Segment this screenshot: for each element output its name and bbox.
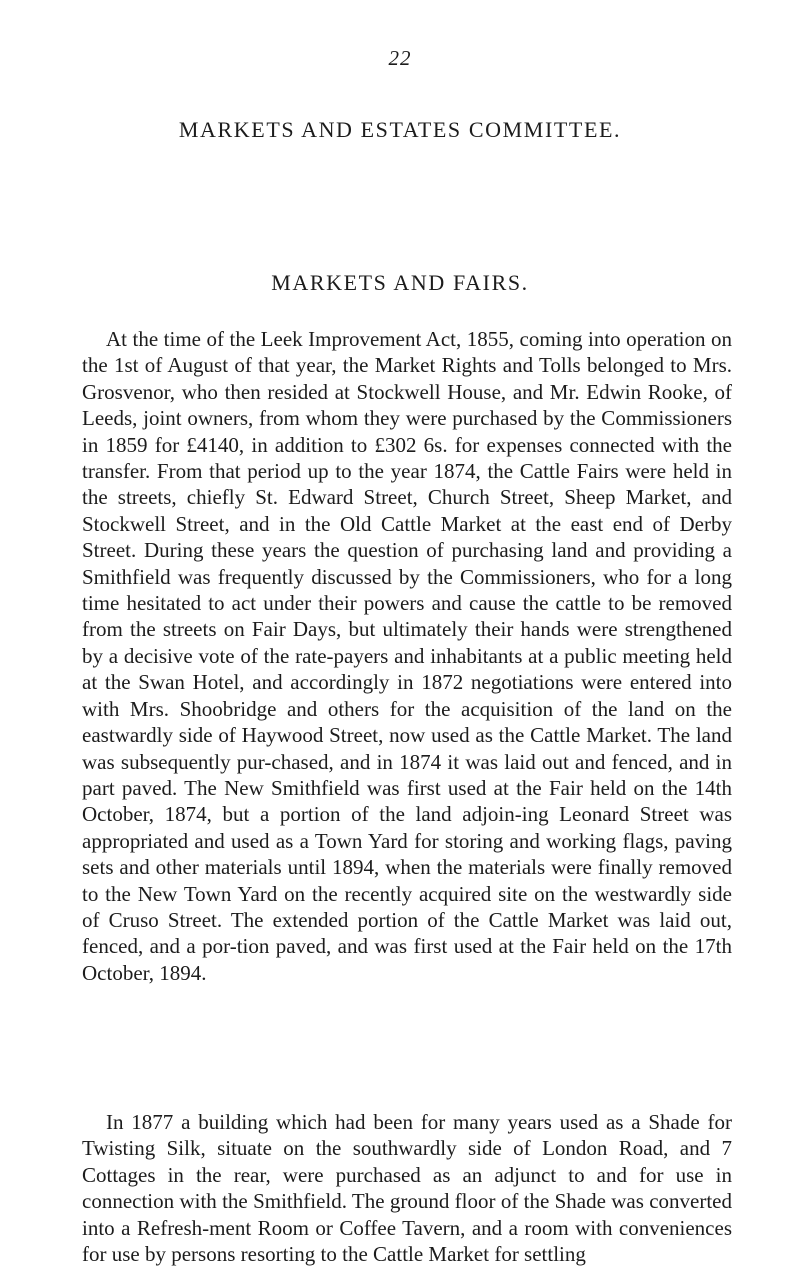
page-number: 22 (388, 46, 412, 70)
body-paragraph: At the time of the Leek Improvement Act, 1855, coming into operation on the 1st of August of that year, the Market Rights and Tolls belonged to Mrs. Grosvenor, who then resided at Stockwell House, and Mr. Edwin Rooke, of Leeds, joint owners, from whom they were purchased by the Commissioners in 1859 for £4140, in addition to £302 6s. for expenses connected with the transfer. From that period up to the year 1874, the Cattle Fairs were held in the streets, chiefly St. Edward Street, Church Street, Sheep Market, and Stockwell Street, and in the Old Cattle Market at the east end of Derby Street. During these years the question of purchasing land and providing a Smithfield was frequently discussed by the Commissioners, who for a long time hesitated to act under their powers and cause the cattle to be removed from the streets on Fair Days, but ultimately their hands were strengthened by a decisive vote of the rate-payers and inhabitants at a public meeting held at the Swan Hotel, and accordingly in 1872 negotiations were entered into with Mrs. Shoobridge and others for the acquisition of the land on the eastwardly side of Haywood Street, now used as the Cattle Market. The land was subsequently pur-chased, and in 1874 it was laid out and fenced, and in part paved. The New Smithfield was first used at the Fair held on the 14th October, 1874, but a portion of the land adjoin-ing Leonard Street was appropriated and used as a Town Yard for storing and working flags, paving sets and other materials until 1894, when the materials were finally removed to the New Town Yard on the recently acquired site on the westwardly side of Cruso Street. The extended portion of the Cattle Market was laid out, fenced, and a por-tion paved, and was first used at the Fair held on the 17th October, 1894. (82, 327, 732, 985)
section-heading: MARKETS AND FAIRS. (271, 270, 529, 295)
body-paragraph: In 1877 a building which had been for many years used as a Shade for Twisting Silk, situate on the southwardly side of London Road, and 7 Cottages in the rear, were purchased as an adjunct to and for use in connection with the Smithfield. The ground floor of the Shade was converted into a Refresh-ment Room or Coffee Tavern, and a room with conveniences for use by persons resorting to the Cattle Market for settling (82, 1110, 732, 1267)
committee-heading: MARKETS AND ESTATES COMMITTEE. (178, 117, 622, 142)
